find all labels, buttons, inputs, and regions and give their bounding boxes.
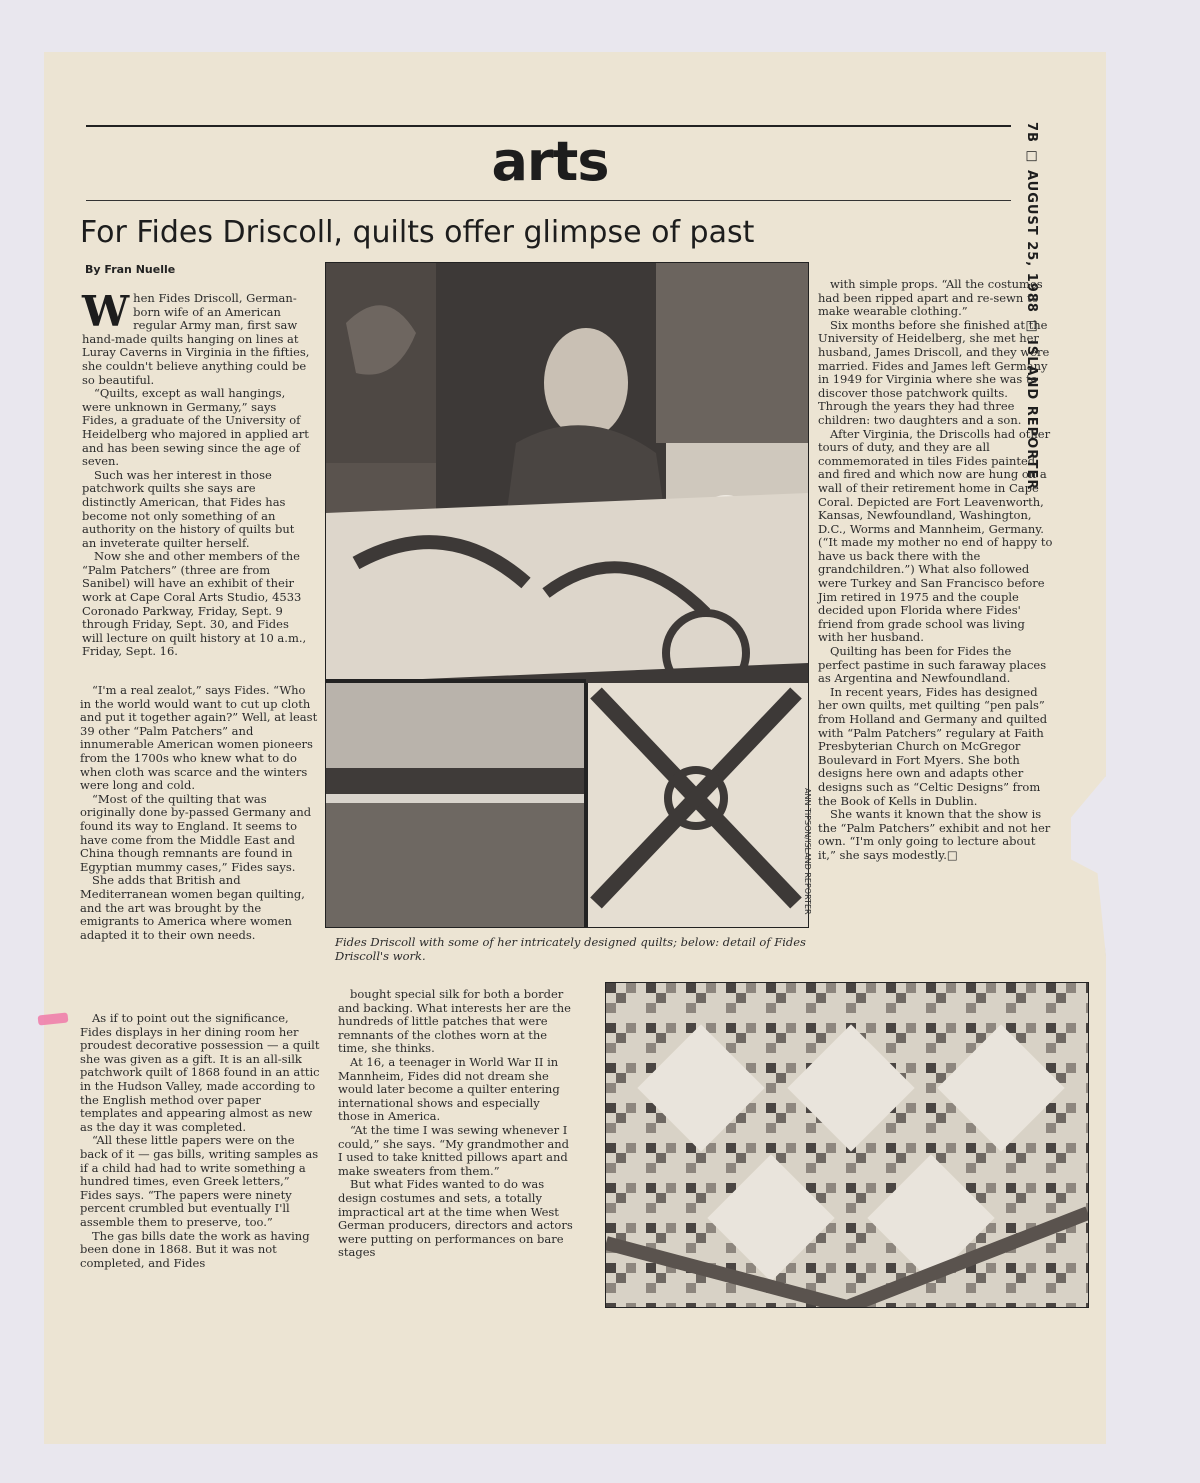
- top-rule: [86, 125, 1011, 127]
- quilt-detail-photo: [605, 982, 1089, 1308]
- paragraph: Six months before she finished at the University of Heidelberg, she met her husband, James Driscoll, and they were married. Fides and James left Germany in 1949 for Virginia where she was to discover those patchwork quilts. Through the years they had three children: two daughters and a son.: [818, 317, 1050, 427]
- paragraph: Quilting has been for Fides the perfect pastime in such faraway places as Argentina and Newfoundland.: [818, 644, 1047, 686]
- photo-credit: ANN TIPSON/ISLAND REPORTER: [803, 788, 812, 915]
- photo-caption: Fides Driscoll with some of her intricately designed quilts; below: detail of Fides Driscoll's work.: [335, 935, 806, 963]
- column-1-top: [82, 287, 312, 659]
- paragraph: She wants it known that the show is the “Palm Patchers” exhibit and not her own. “I'm only going to lecture about it,” she says modestly.□: [818, 807, 1051, 862]
- section-rule: [86, 200, 1011, 201]
- section-title: arts: [491, 130, 609, 193]
- paragraph: But what Fides wanted to do was design costumes and sets, a totally impractical art at the time when West German producers, directors and actors were putting on performances on bare stages: [338, 1177, 573, 1260]
- dateline: 7B □ AUGUST 25, 1988 □ ISLAND REPORTER: [1024, 122, 1039, 491]
- column-1-middle: [80, 684, 320, 942]
- paragraph: After Virginia, the Driscolls had other tours of duty, and they are all commemorated in tiles Fides painted and fired and which now are hung on a wall of their retirement home in Cape Coral. Depicted are Fort Leavenworth, Kansas, Newfoundland, Washington, D.C., Worms and Mannheim, Germany. (“It made my mother no end of happy to have us back there with the grandchildren.”) What also followed were Turkey and San Francisco before Jim retired in 1975 and the couple decided upon Florida where Fides' friend from grade school was living with her husband.: [818, 426, 1053, 645]
- paragraph: As if to point out the significance, Fides displays in her dining room her proudest decorative possession — a quilt she was given as a gift. It is an all-silk patchwork quilt of 1868 found in an attic in the Hudson Valley, made according to the English method over paper templates and appearing almost as new as the day it was completed.: [80, 1011, 320, 1134]
- headline: For Fides Driscoll, quilts offer glimpse of past: [80, 215, 755, 250]
- paragraph: “Quilts, except as wall hangings, were unknown in Germany,” says Fides, a graduate of the University of Heidelberg who majored in applied art and has been sewing since the age of seven.: [82, 386, 309, 469]
- paragraph: At 16, a teenager in World War II in Mannheim, Fides did not dream she would later become a quilter entering international shows and especially those in America.: [338, 1054, 560, 1124]
- byline: By Fran Nuelle: [85, 263, 176, 276]
- column-3: [818, 278, 1053, 863]
- paragraph: Now she and other members of the “Palm Patchers” (three are from Sanibel) will have an exhibit of their work at Cape Coral Arts Studio, 4533 Coronado Parkway, Friday, Sept. 9 through Friday, Sept. 30, and Fides will lecture on quilt history at 10 a.m., Friday, Sept. 16.: [82, 549, 307, 659]
- paragraph: “All these little papers were on the back of it — gas bills, writing samples as if a child had had to write something a hundred times, even Greek letters,” Fides says. “The papers were ninety percent crumbled but eventually I'll assemble them to preserve, too.”: [80, 1133, 319, 1229]
- paragraph: Such was her interest in those patchwork quilts she says are distinctly American, that Fides has become not only something of an authority on the history of quilts but an inveterate quilter herself.: [82, 467, 295, 550]
- paragraph: She adds that British and Mediterranean women began quilting, and the art was brought by the emigrants to America where women adapted it to their own needs.: [80, 873, 305, 942]
- paragraph: The gas bills date the work as having been done in 1868. But it was not completed, and Fides: [80, 1228, 310, 1270]
- paragraph: bought special silk for both a border and backing. What interests her are the hundreds of little patches that were remnants of the clothes worn at the time, she thinks.: [338, 987, 571, 1056]
- main-photo: [325, 262, 809, 928]
- paragraph: “At the time I was sewing whenever I could,” she says. “My grandmother and I used to take knitted pillows apart and make sweaters from them.”: [338, 1122, 569, 1178]
- drop-cap: W: [82, 287, 130, 336]
- paragraph: When Fides Driscoll, German-born wife of an American regular Army man, first saw hand-made quilts hanging on lines at Luray Caverns in Virginia in the fifties, she couldn't believe anything could be so beautiful.: [82, 287, 310, 387]
- column-1-bottom: [80, 1012, 320, 1270]
- paragraph: In recent years, Fides has designed her own quilts, met quilting “pen pals” from Holland and Germany and quilted with “Palm Patchers” regulary at Faith Presbyterian Church on McGregor Boulevard in Fort Myers. She both designs here own and adapts other designs such as “Celtic Designs” from the Book of Kells in Dublin.: [818, 684, 1048, 808]
- paragraph: “I'm a real zealot,” says Fides. “Who in the world would want to cut up cloth and put it together again?” Well, at least 39 other “Palm Patchers” and innumerable American women pioneers from the 1700s who knew what to do when cloth was scarce and the winters were long and cold.: [80, 683, 318, 793]
- column-2: [338, 988, 573, 1260]
- paragraph: “Most of the quilting that was originally done by-passed Germany and found its way to England. It seems to have come from the Middle East and China though remnants are found in Egyptian mummy cases,” Fides says.: [80, 791, 312, 874]
- paragraph: with simple props. “All the costumes had been ripped apart and re-sewn to make wearable clothing.”: [818, 277, 1043, 319]
